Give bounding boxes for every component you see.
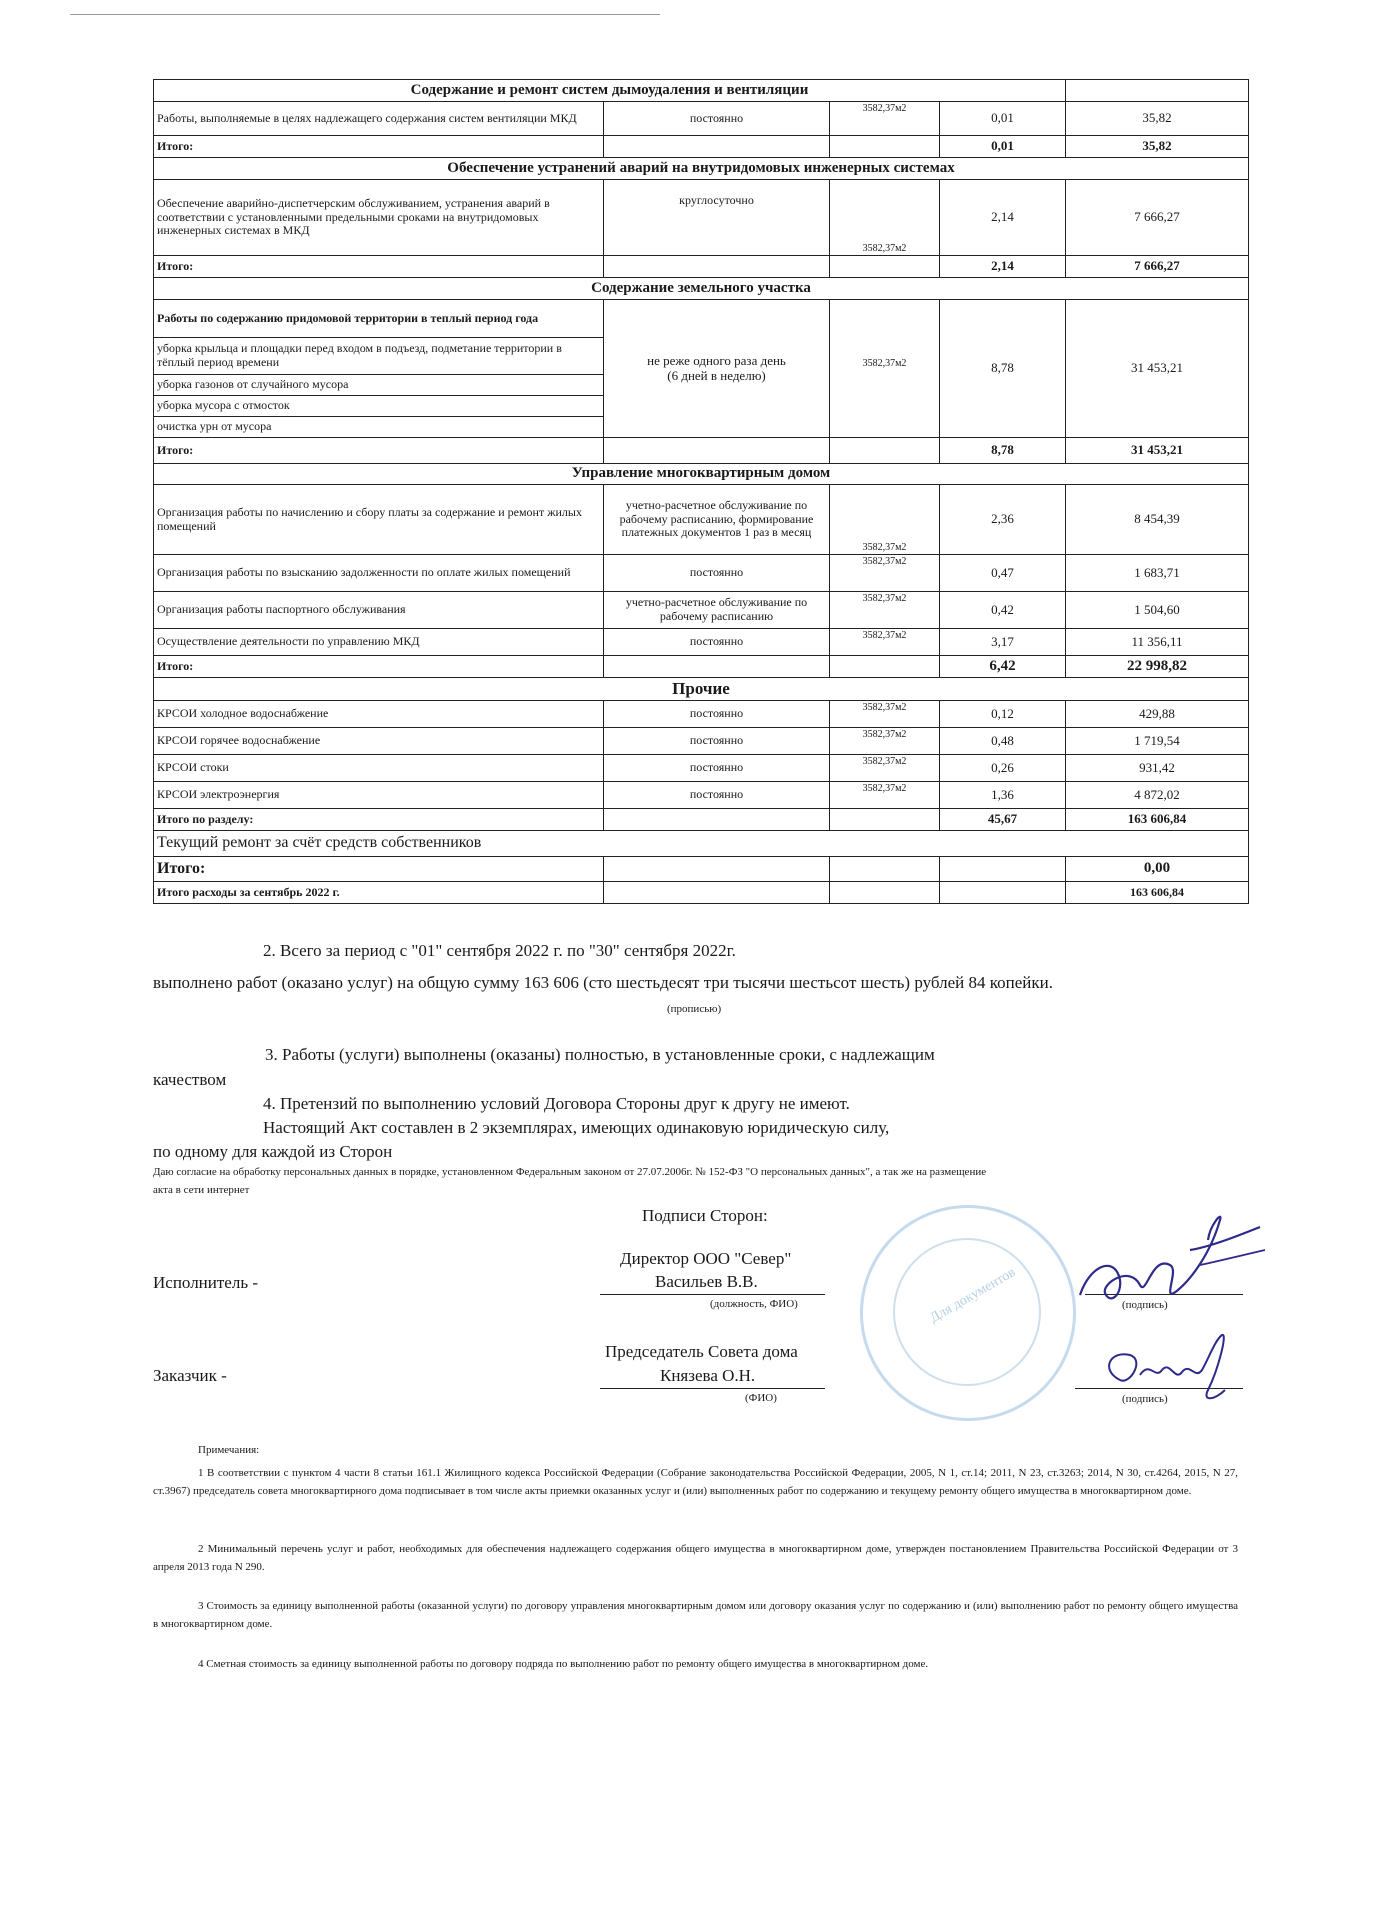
total-sum: 31 453,21	[1066, 438, 1249, 464]
work-sum: 7 666,27	[1066, 180, 1249, 256]
table-row	[154, 102, 1249, 136]
section-header	[154, 678, 1249, 701]
work-area: 3582,37м2	[830, 629, 940, 656]
note-2: 2 Минимальный перечень услуг и работ, необходимых для обеспечения надлежащего содержания общего имущества в многоквартирном доме, утвержден постановлением Правительства Российской Федерации от 3 апреля 2013 года N 290.	[153, 1543, 1238, 1573]
work-period: постоянно	[604, 782, 830, 809]
customer-label: Заказчик -	[153, 1366, 227, 1385]
section-header	[154, 278, 1249, 300]
total-row	[154, 256, 1249, 278]
work-period: постоянно	[604, 728, 830, 755]
work-area: 3582,37м2	[830, 180, 940, 256]
executor-sign-caption: (подпись)	[1122, 1299, 1168, 1311]
total-sum: 0,00	[1066, 857, 1249, 882]
table-row	[154, 629, 1249, 656]
work-item: уборка мусора с отмосток	[154, 396, 604, 417]
executor-signature-icon	[1060, 1195, 1270, 1325]
section-header	[154, 464, 1249, 485]
work-rate: 0,26	[940, 755, 1066, 782]
work-name: КРСОИ стоки	[154, 755, 604, 782]
work-period: постоянно	[604, 701, 830, 728]
paragraph-5: Настоящий Акт составлен в 2 экземплярах, имеющих одинаковую юридическую силу,	[263, 1118, 890, 1137]
work-name: КРСОИ электроэнергия	[154, 782, 604, 809]
executor-label: Исполнитель -	[153, 1273, 258, 1292]
work-rate: 1,36	[940, 782, 1066, 809]
work-period: круглосуточно	[604, 180, 830, 256]
note-1: 1 В соответствии с пунктом 4 части 8 статьи 161.1 Жилищного кодекса Российской Федерации (Собрание законодательства Российской Федерации, 2005, N 1, ст.14; 2011, N 23, ст.3263; 2014, N 30, ст.4264, 2015, N 27, ст.3967) председатель совета многоквартирного дома подписывает в том числе акты приемки оказанных услуг и (или) выполненных работ по содержанию и текущему ремонту общего имущества в многоквартирном доме.	[153, 1467, 1238, 1497]
work-period: не реже одного раза день (6 дней в неделю)	[604, 300, 830, 438]
work-name: Осуществление деятельности по управлению МКД	[154, 629, 604, 656]
work-rate: 0,47	[940, 555, 1066, 592]
customer-name: Князева О.Н.	[660, 1366, 756, 1385]
table-row	[154, 180, 1249, 256]
scan-top-line	[70, 14, 660, 15]
total-sum: 163 606,84	[1066, 809, 1249, 831]
section-header	[154, 158, 1249, 180]
paragraph-4: 4. Претензий по выполнению условий Договора Стороны друг к другу не имеют.	[263, 1094, 850, 1113]
work-sum: 11 356,11	[1066, 629, 1249, 656]
work-name: Обеспечение аварийно-диспетчерским обслуживанием, устранения аварий в соответствии с установленными предельными сроками на внутридомовых инженерных системах в МКД	[154, 180, 604, 256]
work-sum: 8 454,39	[1066, 485, 1249, 555]
paragraph-2: 2. Всего за период с "01" сентября 2022 г. по "30" сентября 2022г.	[263, 941, 736, 960]
work-rate: 8,78	[940, 300, 1066, 438]
section-header	[154, 80, 1249, 102]
work-rate: 0,42	[940, 592, 1066, 629]
work-sum: 429,88	[1066, 701, 1249, 728]
work-sum: 1 683,71	[1066, 555, 1249, 592]
executor-name: Васильев В.В.	[655, 1272, 758, 1291]
work-period: постоянно	[604, 755, 830, 782]
note-4: 4 Сметная стоимость за единицу выполненной работы по договору подряда по выполнению работ по ремонту общего имущества в многоквартирном доме.	[198, 1658, 929, 1670]
work-period: учетно-расчетное обслуживание по рабочему расписанию, формирование платежных документов 1 раз в месяц	[604, 485, 830, 555]
executor-name-line	[600, 1294, 825, 1295]
round-stamp	[860, 1205, 1076, 1421]
notes-title: Примечания:	[198, 1444, 260, 1456]
work-rate: 2,36	[940, 485, 1066, 555]
work-rate: 0,12	[940, 701, 1066, 728]
total-label: Итого по разделу:	[154, 809, 604, 831]
table-row	[154, 300, 1249, 338]
total-rate: 2,14	[940, 256, 1066, 278]
work-name: Организация работы по взысканию задолженности по оплате жилых помещений	[154, 555, 604, 592]
total-row	[154, 809, 1249, 831]
work-period: постоянно	[604, 102, 830, 136]
executor-caption: (должность, ФИО)	[710, 1298, 798, 1310]
section-title: Управление многоквартирным домом	[154, 464, 1249, 485]
work-area: 3582,37м2	[830, 300, 940, 438]
total-rate: 0,01	[940, 136, 1066, 158]
work-item: уборка газонов от случайного мусора	[154, 375, 604, 396]
table-row	[154, 555, 1249, 592]
work-area: 3582,37м2	[830, 782, 940, 809]
paragraph-3-end: качеством	[153, 1070, 227, 1089]
work-name: КРСОИ холодное водоснабжение	[154, 701, 604, 728]
signatures-title: Подписи Сторон:	[642, 1206, 768, 1225]
table-row	[154, 755, 1249, 782]
total-label: Итого:	[154, 136, 604, 158]
work-group-name: Работы по содержанию придомовой территории в теплый период года	[154, 300, 604, 338]
stamp-inner-ring	[893, 1238, 1041, 1386]
work-sum: 931,42	[1066, 755, 1249, 782]
work-period: постоянно	[604, 629, 830, 656]
customer-name-line	[600, 1388, 825, 1389]
total-label: Итого:	[154, 857, 604, 882]
work-period: учетно-расчетное обслуживание по рабочему расписанию	[604, 592, 830, 629]
paragraph-5-end: по одному для каждой из Сторон	[153, 1142, 393, 1161]
total-rate: 45,67	[940, 809, 1066, 831]
section-title: Обеспечение устранений аварий на внутридомовых инженерных системах	[154, 158, 1249, 180]
grand-total-label: Итого расходы за сентябрь 2022 г.	[154, 882, 604, 904]
repair-row	[154, 831, 1249, 857]
stamp-text: Для документов	[927, 1265, 1019, 1327]
work-item: очистка урн от мусора	[154, 417, 604, 438]
total-sum: 35,82	[1066, 136, 1249, 158]
work-rate: 0,48	[940, 728, 1066, 755]
total-sum: 7 666,27	[1066, 256, 1249, 278]
customer-signature-icon	[1090, 1330, 1240, 1410]
customer-sign-caption: (подпись)	[1122, 1393, 1168, 1405]
work-area: 3582,37м2	[830, 102, 940, 136]
section-title: Содержание земельного участка	[154, 278, 1249, 300]
work-sum: 1 719,54	[1066, 728, 1249, 755]
work-name: КРСОИ горячее водоснабжение	[154, 728, 604, 755]
work-area: 3582,37м2	[830, 485, 940, 555]
consent-line-2: акта в сети интернет	[153, 1184, 250, 1196]
total-row	[154, 857, 1249, 882]
section-title: Содержание и ремонт систем дымоудаления и вентиляции	[154, 80, 1066, 102]
work-name: Организация работы паспортного обслуживания	[154, 592, 604, 629]
table-row	[154, 485, 1249, 555]
work-rate: 3,17	[940, 629, 1066, 656]
work-name: Работы, выполняемые в целях надлежащего содержания систем вентиляции МКД	[154, 102, 604, 136]
total-row	[154, 438, 1249, 464]
work-sum: 4 872,02	[1066, 782, 1249, 809]
customer-caption: (ФИО)	[745, 1392, 777, 1404]
total-label: Итого:	[154, 256, 604, 278]
total-row	[154, 136, 1249, 158]
work-area: 3582,37м2	[830, 701, 940, 728]
work-period: постоянно	[604, 555, 830, 592]
grand-total-sum: 163 606,84	[1066, 882, 1249, 904]
work-sum: 1 504,60	[1066, 592, 1249, 629]
grand-total-row	[154, 882, 1249, 904]
table-row	[154, 701, 1249, 728]
work-area: 3582,37м2	[830, 592, 940, 629]
section-title: Прочие	[154, 678, 1249, 701]
work-rate: 2,14	[940, 180, 1066, 256]
work-name: Организация работы по начислению и сбору платы за содержание и ремонт жилых помещений	[154, 485, 604, 555]
work-sum: 31 453,21	[1066, 300, 1249, 438]
total-rate: 6,42	[940, 656, 1066, 678]
total-sum: 22 998,82	[1066, 656, 1249, 678]
propis-caption: (прописью)	[667, 1003, 722, 1015]
total-rate: 8,78	[940, 438, 1066, 464]
work-area: 3582,37м2	[830, 555, 940, 592]
services-table	[153, 79, 1249, 904]
total-row	[154, 656, 1249, 678]
total-label: Итого:	[154, 438, 604, 464]
repair-title: Текущий ремонт за счёт средств собственников	[154, 831, 1249, 857]
table-row	[154, 592, 1249, 629]
total-label: Итого:	[154, 656, 604, 678]
paragraph-2-sum: выполнено работ (оказано услуг) на общую сумму 163 606 (сто шестьдесят три тысячи шестьсот шесть) рублей 84 копейки.	[153, 973, 1053, 992]
note-3: 3 Стоимость за единицу выполненной работы (оказанной услуги) по договору управления многоквартирным домом или договору оказания услуг по содержанию и (или) выполнению работ по ремонту общего имущества в многоквартирном доме.	[153, 1600, 1238, 1630]
table-row	[154, 782, 1249, 809]
work-rate: 0,01	[940, 102, 1066, 136]
consent-line-1: Даю согласие на обработку персональных данных в порядке, установленном Федеральным законом от 27.07.2006г. № 152-ФЗ "О персональных данных", а так же на размещение	[153, 1166, 987, 1178]
customer-position: Председатель Совета дома	[605, 1342, 798, 1361]
work-sum: 35,82	[1066, 102, 1249, 136]
work-item: уборка крыльца и площадки перед входом в подъезд, подметание территории в тёплый период времени	[154, 338, 604, 375]
paragraph-3: 3. Работы (услуги) выполнены (оказаны) полностью, в установленные сроки, с надлежащим	[265, 1045, 935, 1064]
work-area: 3582,37м2	[830, 728, 940, 755]
table-row	[154, 728, 1249, 755]
work-area: 3582,37м2	[830, 755, 940, 782]
executor-position: Директор ООО "Север"	[620, 1249, 792, 1268]
